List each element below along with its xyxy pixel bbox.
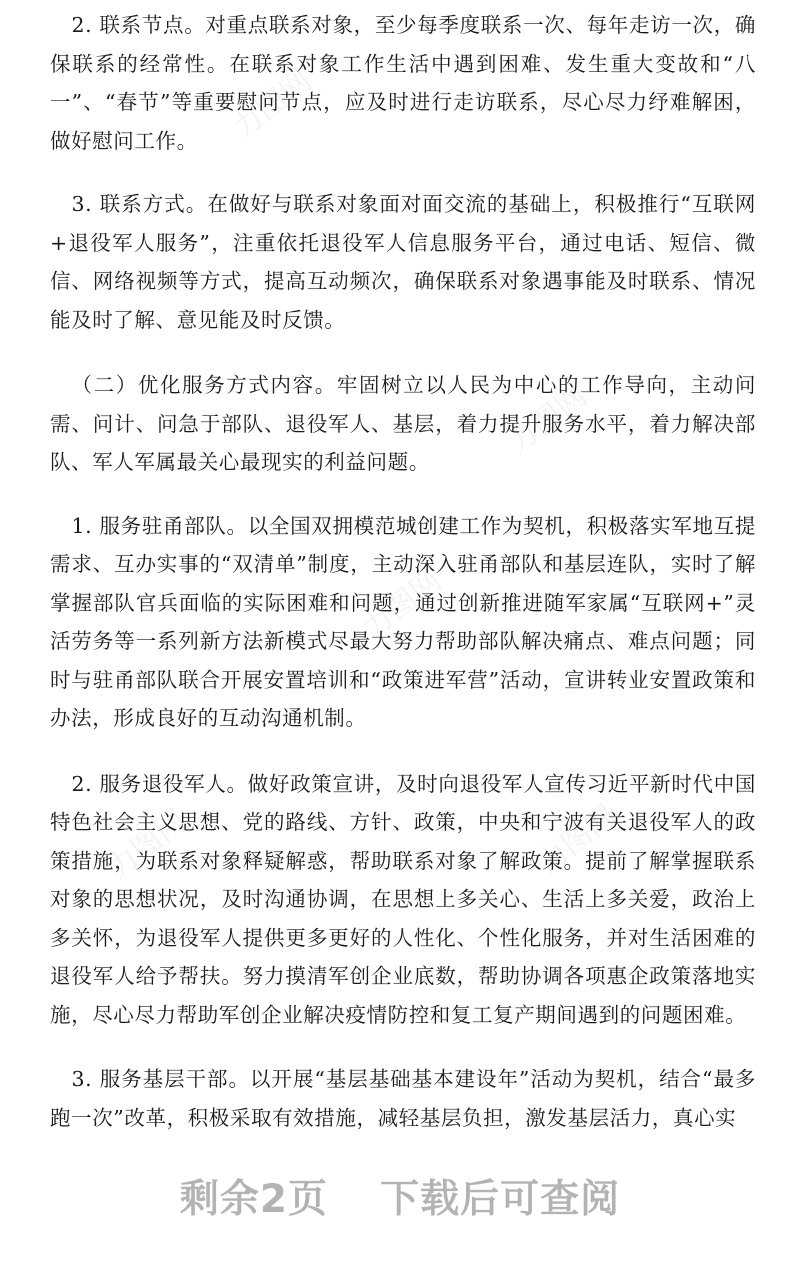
watermark: 力图网 [355, 563, 449, 647]
watermark: 力图网 [530, 798, 624, 882]
watermark: 力图网 [225, 63, 319, 147]
document-body [50, 6, 756, 1137]
watermark: 力图网 [100, 803, 194, 887]
paragraph-contact-methods: 3. 联系方式。在做好与联系对象面对面交流的基础上，积极推行“互联网+退役军人服务”，注重依托退役军人信息服务平台，通过电话、短信、微信、网络视频等方式，提高互动频次，确保联系对象遇事能及时联系、情况能及时了解、意见能及时反馈。 [50, 192, 756, 332]
paragraph-optimize-service: （二）优化服务方式内容。牢固树立以人民为中心的工作导向，主动问需、问计、问急于部队、退役军人、基层，着力提升服务水平，着力解决部队、军人军属最关心最现实的利益问题。 [50, 373, 756, 474]
download-notice[interactable] [0, 1168, 800, 1224]
paragraph-serve-veterans: 2. 服务退役军人。做好政策宣讲，及时向退役军人宣传习近平新时代中国特色社会主义思想、党的路线、方针、政策，中央和宁波有关退役军人的政策措施，为联系对象释疑解惑，帮助联系对象了解政策。提前了解掌握联系对象的思想状况，及时沟通协调，在思想上多关心、生活上多关爱，政治上多关怀，为退役军人提供更多更好的人性化、个性化服务，并对生活困难的退役军人给予帮扶。努力摸清军创企业底数，帮助协调各项惠企政策落地实施，尽心尽力帮助军创企业解决疫情防控和复工复产期间遇到的问题困难。 [50, 771, 756, 1027]
remaining-pages-label: 剩余2页 [179, 1177, 329, 1222]
watermark: 力图网 [500, 378, 594, 462]
paragraph-serve-grassroots: 3. 服务基层干部。以开展“基层基础基本建设年”活动为契机，结合“最多跑一次”改革，积极采取有效措施，减轻基层负担，激发基层活力，真心实 [50, 1067, 756, 1130]
download-to-view-label: 下载后可查阅 [380, 1177, 621, 1222]
paragraph-contact-nodes: 2. 联系节点。对重点联系对象，至少每季度联系一次、每年走访一次，确保联系的经常性。在联系对象工作生活中遇到困难、发生重大变故和“八一”、“春节”等重要慰问节点，应及时进行走访联系，尽心尽力纾难解困，做好慰问工作。 [50, 13, 756, 153]
paragraph-serve-troops: 1. 服务驻甬部队。以全国双拥模范城创建工作为契机，积极落实军地互提需求、互办实事的“双清单”制度，主动深入驻甬部队和基层连队，实时了解掌握部队官兵面临的实际困难和问题，通过创新推进随军家属“互联网+”灵活劳务等一系列新方法新模式尽最大努力帮助部队解决痛点、难点问题；同时与驻甬部队联合开展安置培训和“政策进军营”活动，宣讲转业安置政策和办法，形成良好的互动沟通机制。 [50, 513, 756, 730]
